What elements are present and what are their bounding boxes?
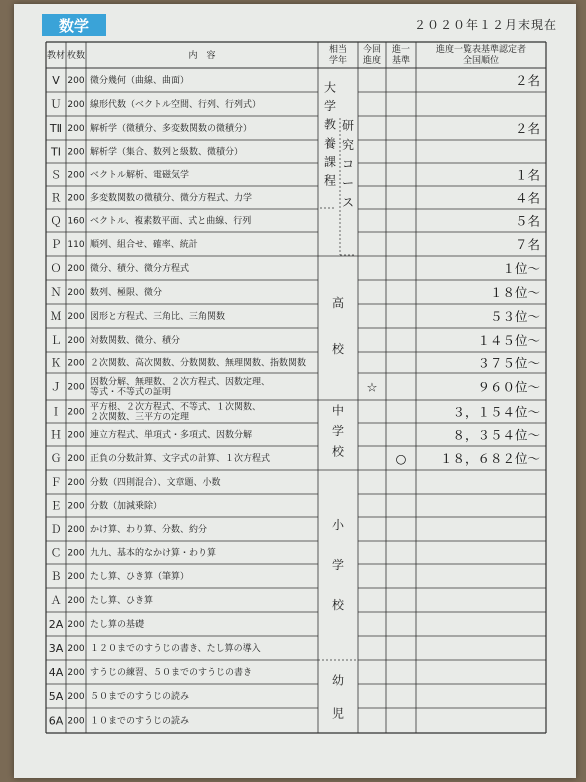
row-code: Ⅴ [52, 74, 60, 87]
row-count: 200 [67, 170, 85, 181]
row-code: 4A [48, 666, 64, 679]
row-code: Ｆ [50, 476, 62, 489]
row-code: Ｑ [50, 214, 62, 228]
row-code: TⅡ [49, 122, 63, 135]
row-code: Ａ [50, 594, 62, 607]
row-count: 200 [67, 336, 85, 346]
row-rank: ２名 [514, 121, 540, 136]
row-rank: ７名 [514, 237, 540, 252]
row-count: 200 [67, 716, 85, 727]
row-rank: １４５位～ [477, 333, 540, 348]
row-code: Ｎ [50, 286, 62, 299]
row-code: Ｉ [50, 405, 62, 419]
row-code: Ｇ [50, 452, 62, 465]
subject-title: 数学 [42, 14, 106, 36]
row-count: 200 [67, 288, 85, 298]
row-content: 微分幾何（曲線、曲面） [90, 76, 190, 86]
group-yoji: 幼児 [331, 673, 345, 721]
row-content: 等式・不等式の証明 [90, 387, 172, 398]
row-rank: １名 [514, 167, 540, 183]
header-shinitsu: 進一基準 [391, 45, 411, 66]
row-code: Ｓ [50, 168, 62, 182]
row-content: 多変数関数の微積分、微分方程式、力学 [90, 193, 253, 204]
header-gakunen: 相当学年 [328, 45, 348, 66]
row-rank: １位～ [502, 261, 540, 276]
standard-mark: ○ [395, 451, 407, 466]
row-count: 200 [67, 596, 85, 606]
row-code: Ｒ [50, 191, 62, 205]
row-content: ２次関数、三平方の定理 [90, 412, 190, 423]
row-code: Ｕ [50, 98, 62, 111]
row-content: 解析学（集合、数列と級数、微積分） [90, 147, 244, 158]
row-count: 200 [67, 454, 85, 464]
row-content: 順列、組合せ、確率、統計 [90, 240, 198, 250]
row-count: 160 [67, 216, 85, 227]
row-rank: ５名 [514, 213, 540, 229]
row-content: 因数分解、無理数、２次方程式、因数定理、 [90, 377, 271, 388]
group-daigaku: 大学教養課程 [323, 80, 337, 188]
row-rank: ４名 [514, 190, 540, 206]
row-count: 200 [67, 312, 85, 322]
row-rank: ２名 [514, 73, 540, 88]
row-content: 分数（四則混合）、文章題、小数 [90, 478, 221, 488]
row-count: 200 [67, 668, 85, 678]
header-konkai: 今回進度 [362, 45, 382, 66]
row-code: Ｅ [50, 499, 62, 513]
row-count: 200 [67, 501, 85, 512]
row-rank: ５３位～ [489, 309, 540, 324]
row-content: １２０までのすうじの書き、たし算の導入 [90, 644, 261, 654]
header-naiyo: 内 容 [188, 51, 216, 61]
row-count: 200 [67, 358, 85, 369]
row-code: Ｊ [50, 380, 62, 394]
row-count: 200 [67, 76, 85, 86]
row-code: 5A [48, 690, 64, 703]
row-count: 200 [67, 692, 85, 702]
row-content: ベクトル、複素数平面、式と曲線、行列 [90, 216, 252, 227]
row-code: Ｍ [50, 310, 62, 323]
row-count: 200 [67, 548, 85, 559]
row-code: TⅠ [51, 145, 61, 159]
row-count: 200 [67, 382, 85, 393]
current-progress-mark: ☆ [366, 379, 378, 395]
date-label: ２０２０年１２月末現在 [414, 18, 558, 32]
row-code: Ｃ [50, 546, 62, 560]
row-rank: ３，１５４位～ [452, 404, 540, 420]
row-count: 200 [67, 264, 85, 274]
row-code: Ｋ [50, 356, 62, 370]
row-count: 200 [67, 644, 85, 654]
row-count: 200 [67, 478, 85, 488]
row-content: たし算、ひき算 [90, 596, 154, 606]
header-kyozai: 教材 [46, 51, 66, 61]
row-rank: １８位～ [489, 285, 540, 300]
row-rank: ８，３５４位～ [452, 427, 540, 443]
row-count: 200 [67, 100, 85, 110]
group-koko: 高校 [331, 296, 345, 356]
row-count: 200 [67, 193, 85, 204]
row-content: 対数関数、微分、積分 [90, 336, 181, 346]
row-content: 平方根、２次方程式、不等式、１次関数、 [90, 402, 262, 413]
row-code: 3A [48, 642, 64, 655]
row-content: ２次関数、高次関数、分数関数、無理関数、指数関数 [90, 358, 307, 369]
row-rank: ３７５位～ [477, 355, 540, 371]
row-count: 200 [67, 124, 85, 134]
row-content: 分数（加減乗除） [90, 501, 163, 512]
row-rank: １８，６８２位～ [439, 451, 540, 466]
row-content: すうじの練習、５０までのすうじの書き [90, 668, 253, 678]
row-content: 九九、基本的なかけ算・わり算 [90, 548, 217, 559]
row-count: 200 [67, 407, 85, 418]
row-code: Ｌ [50, 334, 62, 347]
row-content: 図形と方程式、三角比、三角関数 [90, 312, 226, 322]
row-code: 2A [48, 618, 64, 631]
row-code: Ｐ [50, 238, 62, 251]
row-content: 正負の分数計算、文字式の計算、１次方程式 [90, 454, 271, 464]
row-count: 110 [67, 240, 85, 250]
row-content: 微分、積分、微分方程式 [90, 264, 190, 274]
header-rank: 進度一覧表基準認定者全国順位 [435, 45, 527, 66]
group-shogaku: 小学校 [331, 518, 345, 612]
row-content: かけ算、わり算、分数、約分 [90, 525, 208, 535]
row-code: Ｄ [50, 523, 62, 536]
row-content: １０までのすうじの読み [90, 716, 190, 727]
row-rank: ９６０位～ [477, 379, 540, 395]
row-content: 連立方程式、単項式・多項式、因数分解 [90, 430, 253, 441]
row-content: たし算の基礎 [90, 620, 145, 630]
row-count: 200 [67, 525, 85, 535]
row-content: たし算、ひき算（筆算） [90, 572, 190, 582]
row-content: ベクトル解析、電磁気学 [90, 170, 190, 181]
row-count: 200 [67, 620, 85, 630]
group-chugaku: 中学校 [331, 403, 345, 459]
row-content: 解析学（微積分、多変数関数の微積分） [90, 124, 253, 134]
header-maisu: 枚数 [66, 51, 86, 61]
row-code: Ｂ [50, 570, 62, 583]
row-code: 6A [48, 714, 64, 728]
group-kenkyu: 研究コース [341, 118, 355, 210]
row-code: Ｈ [50, 428, 62, 442]
row-code: Ｏ [50, 262, 62, 275]
row-count: 200 [67, 572, 85, 582]
row-content: ５０までのすうじの読み [90, 692, 190, 702]
row-count: 200 [67, 147, 85, 158]
row-count: 200 [67, 430, 85, 441]
row-content: 数列、極限、微分 [90, 288, 163, 298]
row-content: 線形代数（ベクトル空間、行列、行列式） [90, 100, 262, 110]
